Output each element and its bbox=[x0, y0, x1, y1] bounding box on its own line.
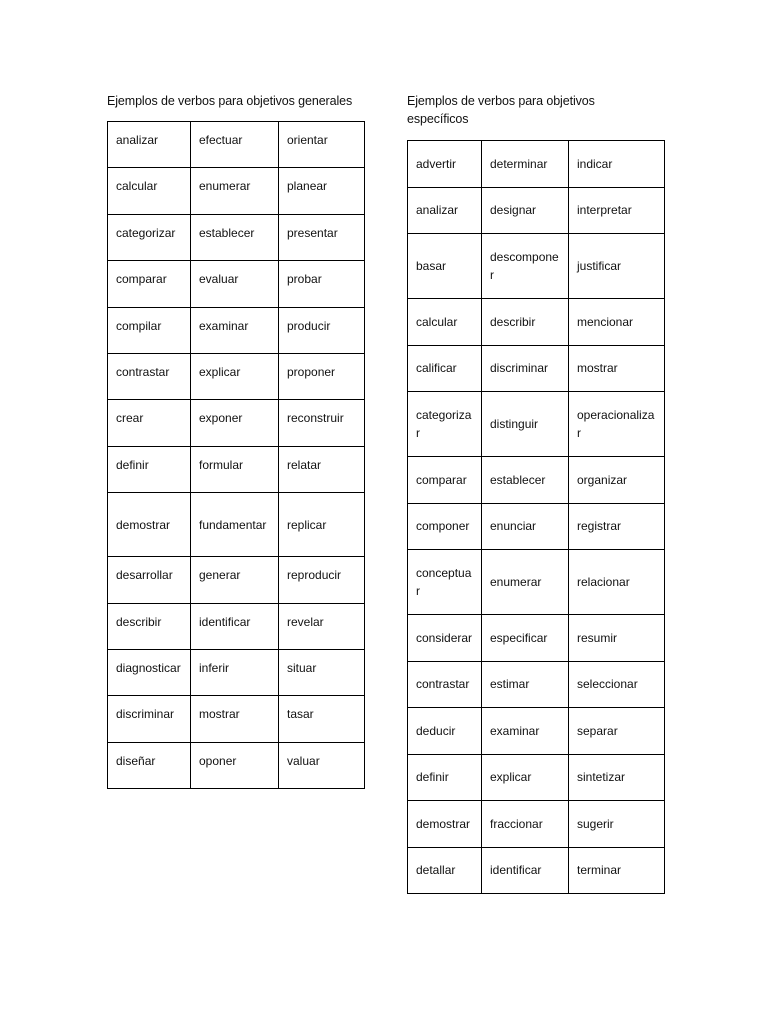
table-row bbox=[408, 392, 665, 457]
verb-cell: definir bbox=[108, 446, 191, 492]
verb-cell: analizar bbox=[408, 187, 482, 234]
general-verbs-body bbox=[108, 122, 365, 789]
general-verbs-section bbox=[107, 92, 367, 789]
verb-cell: terminar bbox=[569, 847, 665, 894]
verb-cell: mencionar bbox=[569, 299, 665, 346]
verb-cell: comparar bbox=[108, 261, 191, 307]
table-row bbox=[408, 345, 665, 392]
verb-cell: calcular bbox=[108, 168, 191, 214]
verb-cell: determinar bbox=[482, 141, 569, 188]
table-row bbox=[108, 696, 365, 742]
table-row bbox=[408, 503, 665, 550]
general-verbs-table bbox=[107, 121, 365, 789]
verb-cell: formular bbox=[191, 446, 279, 492]
verb-cell: enumerar bbox=[482, 550, 569, 615]
verb-cell: inferir bbox=[191, 649, 279, 695]
verb-cell: orientar bbox=[279, 122, 365, 168]
verb-cell: resumir bbox=[569, 615, 665, 662]
verb-cell: organizar bbox=[569, 457, 665, 504]
verb-cell: presentar bbox=[279, 214, 365, 260]
verb-cell: fundamentar bbox=[191, 493, 279, 557]
verb-cell: seleccionar bbox=[569, 661, 665, 708]
verb-cell: separar bbox=[569, 708, 665, 755]
verb-cell: revelar bbox=[279, 603, 365, 649]
verb-cell: explicar bbox=[482, 754, 569, 801]
verb-cell: basar bbox=[408, 234, 482, 299]
verb-cell: considerar bbox=[408, 615, 482, 662]
verb-cell: oponer bbox=[191, 742, 279, 788]
verb-cell: establecer bbox=[191, 214, 279, 260]
table-row bbox=[108, 400, 365, 446]
verb-cell: contrastar bbox=[108, 353, 191, 399]
verb-cell: categorizar bbox=[108, 214, 191, 260]
verb-cell: planear bbox=[279, 168, 365, 214]
table-row bbox=[108, 122, 365, 168]
verb-cell: sugerir bbox=[569, 801, 665, 848]
verb-cell: relatar bbox=[279, 446, 365, 492]
verb-cell: sintetizar bbox=[569, 754, 665, 801]
table-row bbox=[108, 261, 365, 307]
verb-cell: tasar bbox=[279, 696, 365, 742]
verb-cell: enumerar bbox=[191, 168, 279, 214]
verb-cell: demostrar bbox=[408, 801, 482, 848]
table-row bbox=[108, 353, 365, 399]
specific-verbs-table bbox=[407, 140, 665, 894]
table-row bbox=[108, 214, 365, 260]
verb-cell: componer bbox=[408, 503, 482, 550]
verb-cell: relacionar bbox=[569, 550, 665, 615]
table-row bbox=[108, 493, 365, 557]
verb-cell: describir bbox=[482, 299, 569, 346]
verb-cell: detallar bbox=[408, 847, 482, 894]
verb-cell: examinar bbox=[482, 708, 569, 755]
table-row bbox=[108, 649, 365, 695]
verb-cell: desarrollar bbox=[108, 557, 191, 603]
verb-cell: categorizar bbox=[408, 392, 482, 457]
verb-cell: registrar bbox=[569, 503, 665, 550]
table-row bbox=[108, 168, 365, 214]
verb-cell: proponer bbox=[279, 353, 365, 399]
verb-cell: producir bbox=[279, 307, 365, 353]
table-row bbox=[108, 307, 365, 353]
table-row bbox=[408, 801, 665, 848]
specific-verbs-section bbox=[407, 92, 667, 894]
verb-cell: calcular bbox=[408, 299, 482, 346]
verb-cell: examinar bbox=[191, 307, 279, 353]
table-row bbox=[108, 603, 365, 649]
verb-cell: calificar bbox=[408, 345, 482, 392]
verb-cell: fraccionar bbox=[482, 801, 569, 848]
table-row bbox=[408, 187, 665, 234]
verb-cell: reproducir bbox=[279, 557, 365, 603]
verb-cell: distinguir bbox=[482, 392, 569, 457]
verb-cell: valuar bbox=[279, 742, 365, 788]
verb-cell: designar bbox=[482, 187, 569, 234]
verb-cell: mostrar bbox=[191, 696, 279, 742]
verb-cell: describir bbox=[108, 603, 191, 649]
table-row bbox=[408, 141, 665, 188]
verb-cell: enunciar bbox=[482, 503, 569, 550]
verb-cell: identificar bbox=[482, 847, 569, 894]
verb-cell: efectuar bbox=[191, 122, 279, 168]
verb-cell: probar bbox=[279, 261, 365, 307]
table-row bbox=[408, 754, 665, 801]
verb-cell: comparar bbox=[408, 457, 482, 504]
table-row bbox=[408, 457, 665, 504]
table-row bbox=[108, 557, 365, 603]
verb-cell: reconstruir bbox=[279, 400, 365, 446]
verb-cell: situar bbox=[279, 649, 365, 695]
verb-cell: advertir bbox=[408, 141, 482, 188]
table-row bbox=[108, 446, 365, 492]
verb-cell: mostrar bbox=[569, 345, 665, 392]
verb-cell: definir bbox=[408, 754, 482, 801]
verb-cell: conceptuar bbox=[408, 550, 482, 615]
table-row bbox=[108, 742, 365, 788]
specific-verbs-body bbox=[408, 141, 665, 894]
verb-cell: evaluar bbox=[191, 261, 279, 307]
verb-cell: establecer bbox=[482, 457, 569, 504]
table-row bbox=[408, 550, 665, 615]
verb-cell: discriminar bbox=[108, 696, 191, 742]
verb-cell: demostrar bbox=[108, 493, 191, 557]
verb-cell: deducir bbox=[408, 708, 482, 755]
verb-cell: estimar bbox=[482, 661, 569, 708]
verb-cell: indicar bbox=[569, 141, 665, 188]
verb-cell: replicar bbox=[279, 493, 365, 557]
general-verbs-title: Ejemplos de verbos para objetivos generales bbox=[107, 94, 353, 108]
table-row bbox=[408, 708, 665, 755]
verb-cell: descomponer bbox=[482, 234, 569, 299]
verb-cell: discriminar bbox=[482, 345, 569, 392]
verb-cell: diseñar bbox=[108, 742, 191, 788]
verb-cell: operacionalizar bbox=[569, 392, 665, 457]
table-row bbox=[408, 234, 665, 299]
table-row bbox=[408, 661, 665, 708]
verb-cell: generar bbox=[191, 557, 279, 603]
verb-cell: crear bbox=[108, 400, 191, 446]
verb-cell: diagnosticar bbox=[108, 649, 191, 695]
table-row bbox=[408, 847, 665, 894]
specific-verbs-title: Ejemplos de verbos para objetivos específicos bbox=[407, 94, 595, 126]
verb-cell: explicar bbox=[191, 353, 279, 399]
verb-cell: identificar bbox=[191, 603, 279, 649]
verb-cell: exponer bbox=[191, 400, 279, 446]
verb-cell: interpretar bbox=[569, 187, 665, 234]
table-row bbox=[408, 299, 665, 346]
verb-cell: especificar bbox=[482, 615, 569, 662]
verb-cell: contrastar bbox=[408, 661, 482, 708]
verb-cell: compilar bbox=[108, 307, 191, 353]
verb-cell: analizar bbox=[108, 122, 191, 168]
table-row bbox=[408, 615, 665, 662]
verb-cell: justificar bbox=[569, 234, 665, 299]
